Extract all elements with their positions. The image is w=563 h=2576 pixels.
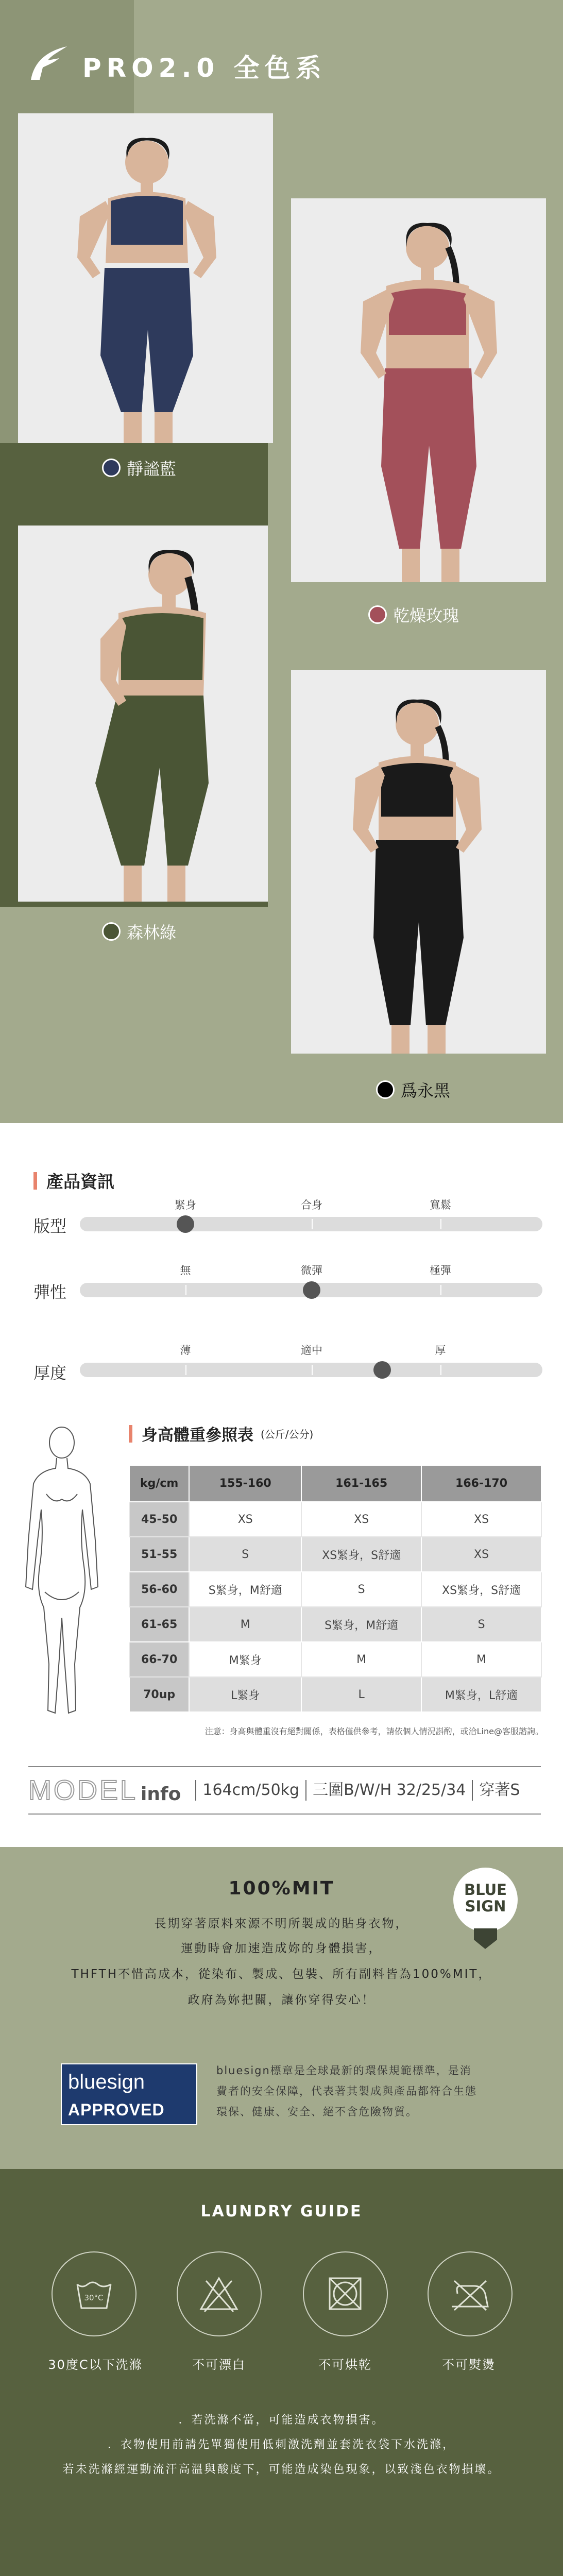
mit-text-line: 運動時會加速造成妳的身體損害， xyxy=(181,1942,382,1955)
size-chart-table xyxy=(129,1465,542,1713)
no-iron-icon xyxy=(428,2251,513,2336)
care-label: 不可烘乾 xyxy=(318,2358,372,2372)
slider-knob xyxy=(177,1215,194,1233)
row-header: 51-55 xyxy=(129,1537,189,1572)
elasticity-slider xyxy=(80,1283,542,1297)
care-label: 不可漂白 xyxy=(192,2358,246,2372)
tick-label: 寬鬆 xyxy=(430,1199,451,1211)
row-header: 66-70 xyxy=(129,1642,189,1677)
slider-knob xyxy=(303,1281,320,1299)
product-info-title: 產品資訊 xyxy=(46,1172,114,1192)
row-header: 45-50 xyxy=(129,1502,189,1537)
slider-tick xyxy=(185,1285,186,1295)
attribute-label: 厚度 xyxy=(33,1363,67,1383)
bluesign-text-line: 費者的安全保障，代表著其製成與產品都符合生態 xyxy=(216,2085,477,2097)
color-name: 靜謐藍 xyxy=(127,459,177,479)
table-cell: XS xyxy=(421,1502,541,1537)
badge-flag-icon xyxy=(474,1928,497,1949)
swatch-dot xyxy=(376,1080,395,1099)
table-row xyxy=(129,1677,541,1712)
model-height-weight: 164cm/50kg xyxy=(195,1780,305,1801)
mit-text-line: 政府為妳把關，讓你穿得安心！ xyxy=(187,1993,376,2007)
table-cell: M xyxy=(301,1642,421,1677)
slider-tick xyxy=(185,1365,186,1375)
table-cell: XS緊身，S舒適 xyxy=(421,1572,541,1607)
swatch-dot xyxy=(368,605,387,624)
column-header: kg/cm xyxy=(129,1465,189,1502)
table-row xyxy=(129,1502,541,1537)
table-cell: S緊身，M舒適 xyxy=(189,1572,301,1607)
bluesign-logo xyxy=(61,2063,197,2125)
model-logo: MODEL xyxy=(28,1775,138,1806)
tick-label: 適中 xyxy=(301,1344,322,1357)
badge-text: SIGN xyxy=(465,1897,506,1915)
row-header: 61-65 xyxy=(129,1607,189,1642)
color-swatch-rose[interactable] xyxy=(368,603,459,626)
slider-tick xyxy=(312,1219,313,1229)
bluesign-name: bluesign xyxy=(68,2071,145,2093)
no-bleach-icon xyxy=(177,2251,262,2336)
color-swatch-navy[interactable] xyxy=(102,456,176,480)
mit-section xyxy=(0,1847,563,2169)
column-header: 155-160 xyxy=(189,1465,301,1502)
bluesign-badge xyxy=(453,1868,518,1932)
table-cell: S緊身，M舒適 xyxy=(301,1607,421,1642)
tick-label: 薄 xyxy=(180,1344,191,1357)
thickness-slider xyxy=(80,1363,542,1377)
slider-tick xyxy=(440,1285,441,1295)
table-cell: S xyxy=(421,1607,541,1642)
table-row xyxy=(129,1537,541,1572)
bluesign-text-line: 環保、健康、安全、絕不含危險物質。 xyxy=(216,2106,418,2118)
table-row xyxy=(129,1642,541,1677)
mit-text-line: 長期穿著原料來源不明所製成的貼身衣物， xyxy=(154,1917,409,1930)
bluesign-text-line: bluesign標章是全球最新的環保規範標準，是消 xyxy=(216,2064,472,2077)
table-cell: M xyxy=(189,1607,301,1642)
attribute-label: 彈性 xyxy=(33,1282,67,1302)
color-name: 爲永黑 xyxy=(401,1081,451,1100)
model-size-worn: 穿著S xyxy=(472,1780,526,1801)
table-cell: XS緊身，S舒適 xyxy=(301,1537,421,1572)
laundry-note-line: ．衣物使用前請先單獨使用低刺激洗劑並套洗衣袋下水洗滌， xyxy=(107,2438,455,2451)
no-tumble-dry-icon xyxy=(303,2251,388,2336)
attribute-label: 版型 xyxy=(33,1216,67,1236)
product-photo-black xyxy=(291,670,546,1054)
laundry-note-line: 若未洗滌經運動流汗高溫與酸度下，可能造成染色現象，以致淺色衣物損壞。 xyxy=(62,2463,501,2476)
laundry-title: LAUNDRY GUIDE xyxy=(200,2202,363,2221)
tick-label: 厚 xyxy=(435,1344,446,1357)
table-row xyxy=(129,1572,541,1607)
laundry-section xyxy=(0,2169,563,2576)
column-header: 166-170 xyxy=(421,1465,541,1502)
table-cell: L xyxy=(301,1677,421,1712)
tick-label: 極彈 xyxy=(430,1264,451,1277)
body-silhouette-icon xyxy=(18,1422,106,1726)
swatch-dot xyxy=(102,459,121,477)
care-label: 不可熨燙 xyxy=(442,2358,496,2372)
color-name: 乾燥玫瑰 xyxy=(393,606,459,625)
slider-tick xyxy=(312,1365,313,1375)
model-info-bar xyxy=(28,1766,541,1815)
wash-30-icon xyxy=(52,2251,137,2336)
laundry-note-line: ．若洗滌不當，可能造成衣物損害。 xyxy=(178,2414,385,2427)
swatch-dot xyxy=(102,922,121,941)
heading-accent-bar xyxy=(129,1425,132,1443)
slider-tick xyxy=(440,1219,441,1229)
table-cell: XS xyxy=(421,1537,541,1572)
slider-knob xyxy=(373,1361,391,1379)
table-cell: L緊身 xyxy=(189,1677,301,1712)
color-swatch-black[interactable] xyxy=(376,1078,450,1101)
product-photo-green xyxy=(18,526,268,902)
size-chart-note: 注意：身高與體重沒有絕對關係，表格僅供參考，請依個人情況斟酌，或洽Line@客服諮詢。 xyxy=(204,1726,543,1736)
product-info-heading xyxy=(33,1168,114,1193)
tick-label: 無 xyxy=(180,1264,191,1277)
table-header-row xyxy=(129,1465,541,1502)
table-row xyxy=(129,1607,541,1642)
model-info-label: info xyxy=(141,1783,181,1805)
color-name: 森林綠 xyxy=(127,923,177,942)
tick-label: 合身 xyxy=(301,1199,322,1211)
size-chart-unit: (公斤/公分) xyxy=(261,1428,314,1440)
table-cell: XS xyxy=(189,1502,301,1537)
table-cell: M xyxy=(421,1642,541,1677)
color-showcase xyxy=(0,0,563,1123)
table-cell: M緊身，L舒適 xyxy=(421,1677,541,1712)
size-chart-heading xyxy=(129,1422,313,1445)
model-measurements: 三圍B/W/H 32/25/34 xyxy=(305,1780,472,1801)
badge-text: BLUE xyxy=(464,1881,507,1899)
tick-label: 微彈 xyxy=(301,1264,322,1277)
svg-text:30°C: 30°C xyxy=(84,2293,104,2302)
table-cell: XS xyxy=(301,1502,421,1537)
table-cell: S xyxy=(301,1572,421,1607)
table-cell: M緊身 xyxy=(189,1642,301,1677)
bluesign-approved: APPROVED xyxy=(68,2100,165,2119)
care-label: 30度C以下洗滌 xyxy=(48,2358,143,2372)
brand-logo-icon xyxy=(28,44,70,82)
product-photo-navy xyxy=(18,113,273,443)
mit-text-line: THFTH不惜高成本，從染布、製成、包裝、所有副料皆為100%MIT， xyxy=(71,1968,492,1981)
table-cell: S xyxy=(189,1537,301,1572)
size-chart-title: 身高體重參照表 xyxy=(142,1426,253,1445)
page-title: PRO2.0 全色系 xyxy=(82,53,327,83)
color-swatch-green[interactable] xyxy=(102,920,176,943)
tick-label: 緊身 xyxy=(175,1199,196,1211)
row-header: 70up xyxy=(129,1677,189,1712)
row-header: 56-60 xyxy=(129,1572,189,1607)
column-header: 161-165 xyxy=(301,1465,421,1502)
product-photo-rose xyxy=(291,198,546,582)
fit-slider xyxy=(80,1217,542,1231)
heading-accent-bar xyxy=(33,1172,37,1190)
slider-tick xyxy=(440,1365,441,1375)
mit-title: 100%MIT xyxy=(228,1878,335,1899)
